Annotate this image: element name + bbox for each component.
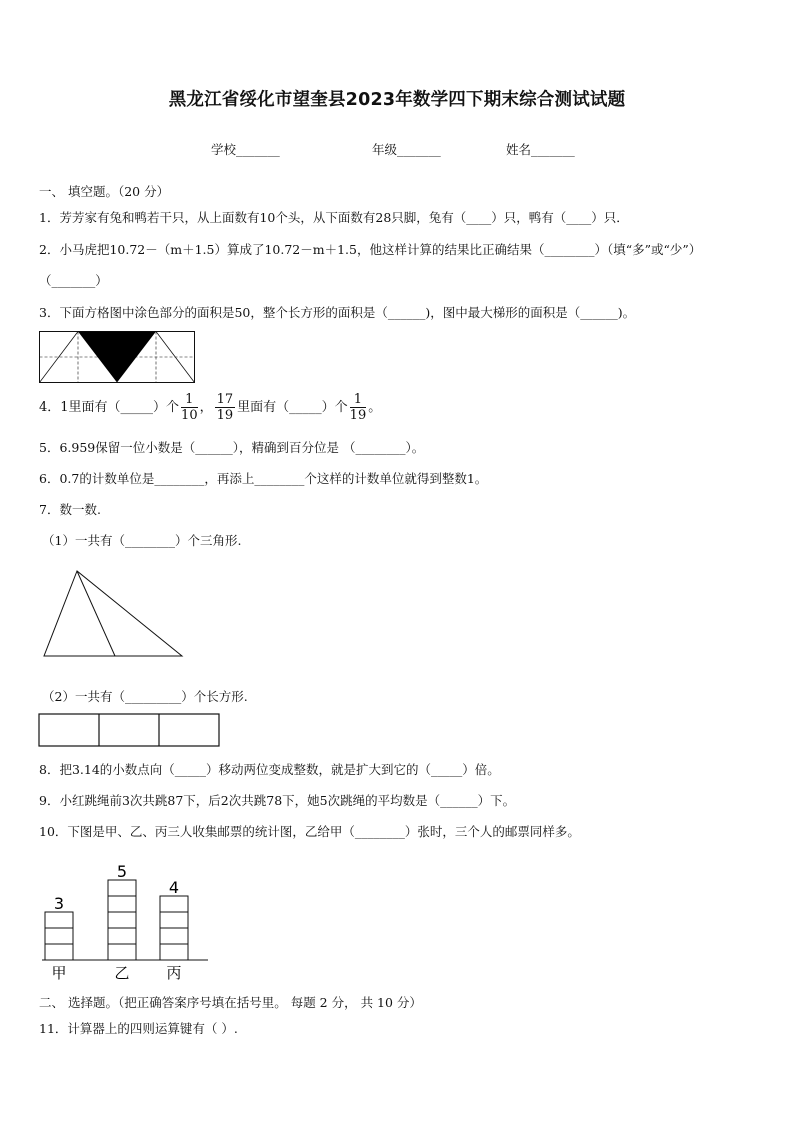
section-2-heading: 二、 选择题。（把正确答案序号填在括号里。 每题 2 分， 共 10 分） [39,995,422,1010]
chart-category-label: 乙 [114,964,130,982]
chart-cell [108,928,136,944]
q7-triangle-figure [40,568,186,660]
question-10: 10．下图是甲、乙、丙三人收集邮票的统计图，乙给甲（________）张时，三个人的邮票同样多。 [39,824,580,839]
chart-value-label: 3 [53,894,65,913]
question-11: 11．计算器上的四则运算键有（ ）. [39,1021,238,1036]
chart-cell [108,912,136,928]
chart-cell [160,896,188,912]
chart-cell [160,928,188,944]
page-title: 黑龙江省绥化市望奎县2023年数学四下期末综合测试试题 [168,90,626,110]
question-6: 6．0.7的计数单位是________，再添上________个这样的计数单位就得到整数1。 [39,471,488,486]
question-2-continued: （_______） [39,273,108,288]
q4-text-1: 4．1里面有（_____）个 [39,400,180,415]
q3-grid-figure [39,331,196,384]
section-1-heading: 一、 填空题。（20 分） [39,184,170,199]
q7-rectangles-figure [38,713,221,748]
question-8: 8．把3.14的小数点向（_____）移动两位变成整数，就是扩大到它的（_____）倍。 [39,762,500,777]
chart-cell [108,944,136,960]
chart-category-label: 甲 [51,964,67,982]
chart-value-label: 4 [168,878,180,897]
question-7-part-1: （1）一共有（________）个三角形. [42,533,242,548]
chart-value-label: 5 [116,862,128,881]
chart-category-label: 丙 [166,964,182,982]
question-1: 1．芳芳家有兔和鸭若干只，从上面数有10个头，从下面数有28只脚，兔有（____）只，鸭有（____）只． [39,210,629,225]
question-5: 5．6.959保留一位小数是（______），精确到百分位是 （________）。 [39,440,425,455]
chart-bar-1 [45,912,73,960]
question-3: 3．下面方格图中涂色部分的面积是50，整个长方形的面积是（______)，图中最大梯形的面积是（______)。 [39,305,636,320]
chart-cell [160,944,188,960]
grade-field: 年级_______ [372,142,441,157]
question-4: 4．1里面有（_____）个 $\frac{1}{10}$ ， $\frac{17}{19}$ 里面有（_____）个 $\frac{1}{19}$ 。 [39,392,382,423]
q4-text-2: 里面有（_____）个 [237,400,348,415]
question-7: 7．数一数. [39,502,101,517]
chart-cell [45,944,73,960]
question-2: 2．小马虎把10.72－（m＋1.5）算成了10.72－m＋1.5，他这样计算的结果比正确结果（________）（填“多”或“少”） [39,242,702,257]
chart-bar-2 [108,880,136,960]
question-7-part-2: （2）一共有（_________）个长方形. [42,689,248,704]
chart-cell [45,912,73,928]
q4-fraction-3: $\frac{1}{19}$ [349,392,367,423]
chart-cell [45,928,73,944]
q10-stamp-chart [36,848,216,983]
q4-fraction-1: $\frac{1}{10}$ [181,392,198,423]
chart-cell [108,896,136,912]
question-9: 9．小红跳绳前3次共跳87下，后2次共跳78下，她5次跳绳的平均数是（______）下。 [39,793,516,808]
name-field: 姓名_______ [506,142,575,157]
school-field: 学校_______ [211,142,280,157]
chart-cell [160,912,188,928]
chart-bar-3 [160,896,188,960]
q4-fraction-2: $\frac{17}{19}$ [216,392,234,423]
chart-cell [108,880,136,896]
